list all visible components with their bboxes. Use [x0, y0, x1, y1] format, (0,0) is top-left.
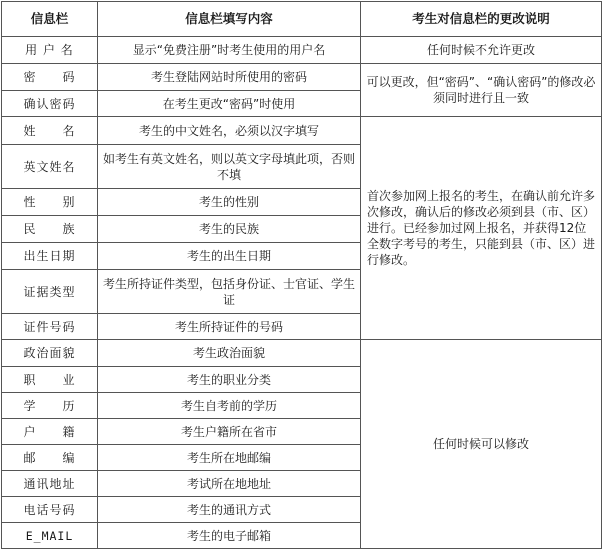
field-name: 确认密码	[2, 91, 98, 117]
field-name: 证据类型	[2, 270, 98, 314]
field-name: 证件号码	[2, 314, 98, 340]
field-description: 考生的出生日期	[98, 243, 361, 270]
field-name: 学 历	[2, 393, 98, 419]
field-description: 在考生更改“密码”时使用	[98, 91, 361, 117]
field-description: 考生政治面貌	[98, 340, 361, 367]
field-name: 英文姓名	[2, 145, 98, 189]
field-description: 考生登陆网站时所使用的密码	[98, 64, 361, 91]
field-description: 考生户籍所在省市	[98, 419, 361, 445]
info-field-table-sheet	[1, 1, 601, 544]
field-description: 考生的中文姓名，必须以汉字填写	[98, 117, 361, 145]
table-row	[2, 340, 602, 367]
note-username: 任何时候不允许更改	[361, 37, 602, 64]
field-description: 如考生有英文姓名，则以英文字母填此项，否则不填	[98, 145, 361, 189]
field-description: 考生的职业分类	[98, 367, 361, 393]
field-description: 考生所持证件的号码	[98, 314, 361, 340]
table-row	[2, 64, 602, 91]
note-personal-info: 首次参加网上报名的考生，在确认前允许多次修改，确认后的修改必须到县（市、区）进行。已经参加过网上报名，并获得12位全数字考号的考生，只能到县（市、区）进行修改。	[361, 117, 602, 340]
header-change-note: 考生对信息栏的更改说明	[361, 2, 602, 37]
field-name: 出生日期	[2, 243, 98, 270]
table-row	[2, 37, 602, 64]
field-name: 姓 名	[2, 117, 98, 145]
field-description: 考生的民族	[98, 216, 361, 243]
field-name: 政治面貌	[2, 340, 98, 367]
field-name: 民 族	[2, 216, 98, 243]
field-description: 考生所在地邮编	[98, 445, 361, 471]
field-description: 显示“免费注册”时考生使用的用户名	[98, 37, 361, 64]
field-name: 户 籍	[2, 419, 98, 445]
field-description: 考试所在地地址	[98, 471, 361, 497]
table-header-row	[2, 2, 602, 37]
note-contact-info: 任何时候可以修改	[361, 340, 602, 549]
field-name: 性 别	[2, 189, 98, 216]
field-name: 电话号码	[2, 497, 98, 523]
field-name: 密 码	[2, 64, 98, 91]
field-description: 考生的性别	[98, 189, 361, 216]
header-content: 信息栏填写内容	[98, 2, 361, 37]
field-description: 考生自考前的学历	[98, 393, 361, 419]
note-password: 可以更改，但“密码”、“确认密码”的修改必须同时进行且一致	[361, 64, 602, 117]
info-field-table	[1, 1, 602, 549]
table-row	[2, 117, 602, 145]
field-name: 通讯地址	[2, 471, 98, 497]
field-name: E_MAIL	[2, 523, 98, 549]
field-description: 考生的通讯方式	[98, 497, 361, 523]
field-name: 职 业	[2, 367, 98, 393]
field-name: 邮 编	[2, 445, 98, 471]
field-description: 考生的电子邮箱	[98, 523, 361, 549]
header-field: 信息栏	[2, 2, 98, 37]
field-name: 用 户 名	[2, 37, 98, 64]
field-description: 考生所持证件类型，包括身份证、士官证、学生证	[98, 270, 361, 314]
